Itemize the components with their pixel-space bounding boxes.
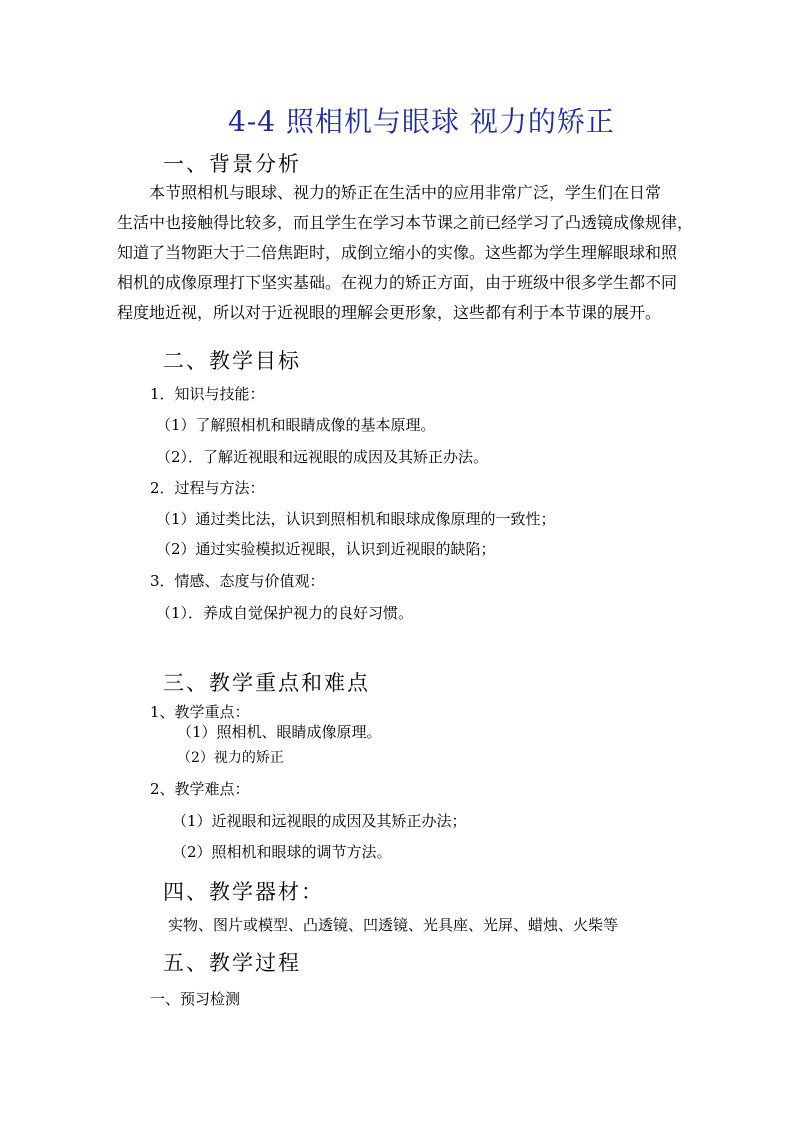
- paragraph-line: 程度地近视，所以对于近视眼的理解会更形象，这些都有利于本节课的展开。: [117, 303, 662, 322]
- process-subheading: 一、预习检测: [150, 990, 241, 1008]
- objective-category: 2．过程与方法：: [150, 479, 265, 497]
- objective-item: （1）了解照相机和眼睛成像的基本原理。: [156, 416, 436, 434]
- equipment-list: 实物、图片或模型、凸透镜、凹透镜、光具座、光屏、蜡烛、火柴等: [168, 916, 619, 934]
- objective-item: （1）通过类比法，认识到照相机和眼球成像原理的一致性；: [156, 510, 556, 528]
- paragraph-line: 知道了当物距大于二倍焦距时，成倒立缩小的实像。这些都为学生理解眼球和照: [117, 243, 678, 262]
- objective-category: 1．知识与技能：: [150, 385, 265, 403]
- paragraph-line: 相机的成像原理打下坚实基础。在视力的矫正方面，由于班级中很多学生都不同: [117, 273, 678, 292]
- section-heading-key-points: 三、教学重点和难点: [163, 671, 370, 695]
- paragraph-line: 生活中也接触得比较多，而且学生在学习本节课之前已经学习了凸透镜成像规律，: [117, 213, 694, 232]
- section-heading-process: 五、教学过程: [163, 951, 301, 975]
- section-heading-background: 一、背景分析: [163, 152, 301, 176]
- section-heading-objectives: 二、教学目标: [163, 349, 301, 373]
- objective-item: （1）．养成自觉保护视力的良好习惯。: [156, 604, 414, 622]
- difficulty-item: （2）照相机和眼球的调节方法。: [172, 843, 392, 861]
- objective-item: （2）通过实验模拟近视眼，认识到近视眼的缺陷；: [156, 540, 496, 558]
- paragraph-line: 本节照相机与眼球、视力的矫正在生活中的应用非常广泛，学生们在日常: [149, 183, 662, 202]
- key-points-label: 1、教学重点：: [150, 703, 250, 721]
- page-title: 4-4 照相机与眼球 视力的矫正: [228, 105, 615, 138]
- difficulty-item: （1）近视眼和远视眼的成因及其矫正办法；: [172, 812, 467, 830]
- section-heading-equipment: 四、教学器材：: [163, 880, 324, 904]
- background-paragraph: [117, 178, 694, 328]
- key-point-item: （2）视力的矫正: [177, 750, 284, 766]
- objective-category: 3．情感、态度与价值观：: [150, 572, 325, 590]
- difficulties-label: 2、教学难点：: [150, 780, 250, 798]
- objective-item: （2）．了解近视眼和远视眼的成因及其矫正办法。: [156, 448, 489, 466]
- key-point-item: （1）照相机、眼睛成像原理。: [177, 723, 382, 741]
